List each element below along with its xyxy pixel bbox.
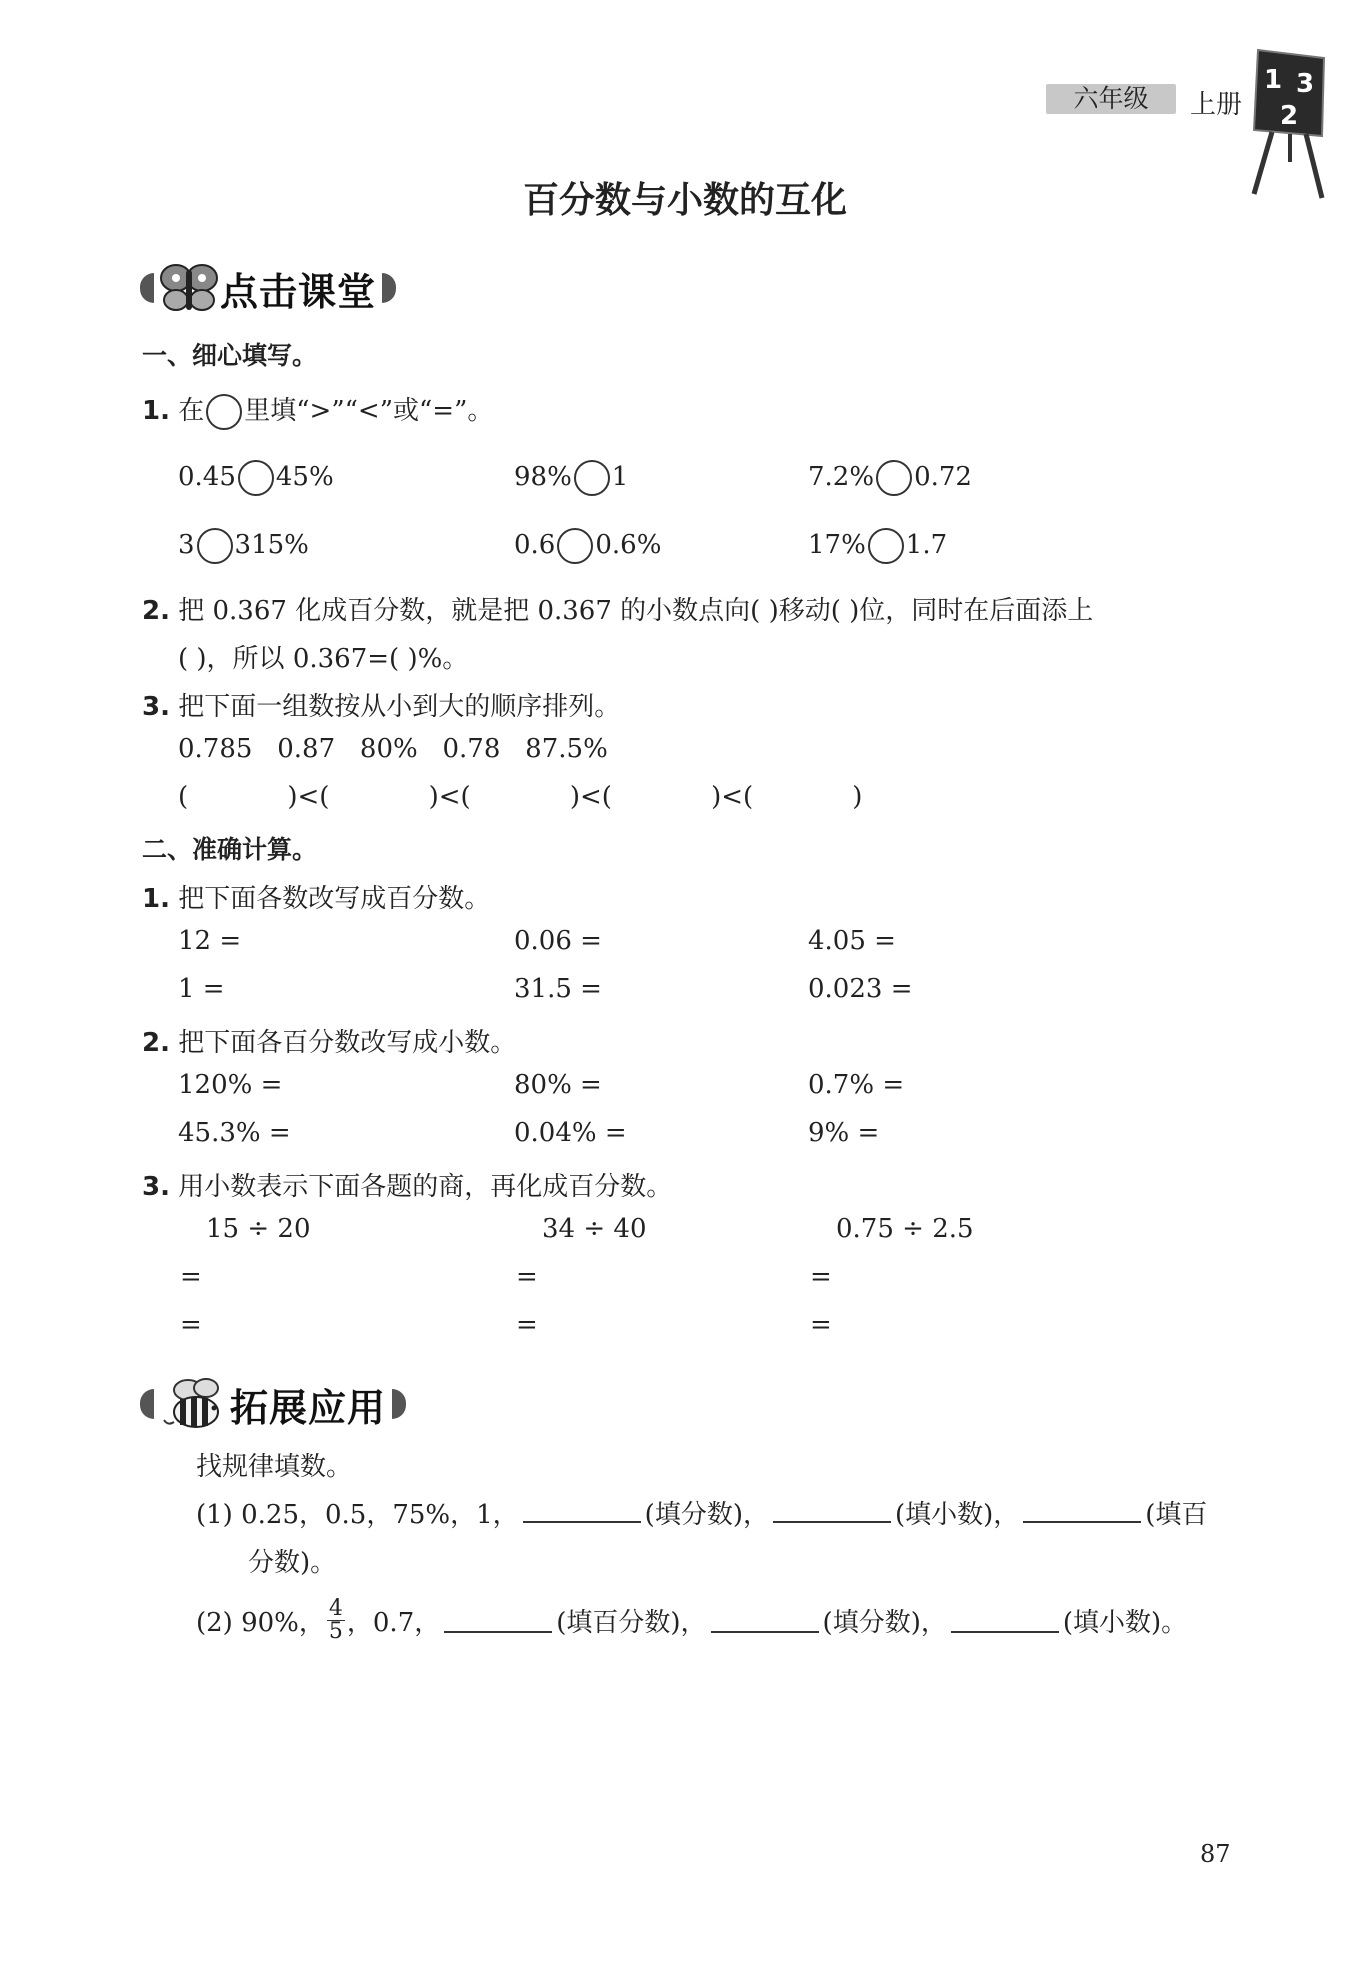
compare-circle[interactable] bbox=[868, 528, 904, 564]
grade-label-bar bbox=[1046, 84, 1176, 114]
q3-number: 3. bbox=[142, 692, 170, 722]
bee-icon bbox=[158, 1376, 230, 1432]
compare-circle[interactable] bbox=[574, 460, 610, 496]
pattern-item-1: (1) 0.25，0.5，75%，1， (填分数)， (填小数)， (填百 bbox=[196, 1500, 1208, 1530]
compare-item-3: 7.2% 0.72 bbox=[808, 460, 972, 496]
q3-text: 把下面一组数按从小到大的顺序排列。 bbox=[178, 692, 621, 722]
pattern-1-prefix: (1) 0.25，0.5，75%，1， bbox=[196, 1500, 519, 1530]
c1-line bbox=[142, 878, 490, 915]
c2-item: 9% = bbox=[808, 1118, 880, 1148]
c2-item: 45.3% = bbox=[178, 1118, 291, 1148]
q1-pre: 在 bbox=[178, 396, 205, 426]
compare-item-4: 3 315% bbox=[178, 528, 309, 564]
q3-line bbox=[142, 686, 620, 723]
c2-item: 0.7% = bbox=[808, 1070, 905, 1100]
c3-equals: = bbox=[180, 1262, 202, 1292]
c1-item: 12 = bbox=[178, 926, 242, 956]
c3-item: 15 ÷ 20 bbox=[206, 1214, 311, 1244]
q2-text-line1: 把 0.367 化成百分数，就是把 0.367 的小数点向( )移动( )位，同时在后面添上 bbox=[178, 596, 1094, 626]
q1-post: 里填“>”“<”或“=”。 bbox=[244, 396, 494, 426]
logo-digit-3: 3 bbox=[1296, 69, 1315, 99]
c1-item: 0.06 = bbox=[514, 926, 602, 956]
q2-text-line2: ( )，所以 0.367=( )%。 bbox=[178, 644, 469, 674]
q1-number: 1. bbox=[142, 396, 170, 426]
c2-item: 120% = bbox=[178, 1070, 283, 1100]
volume-label: 上册 bbox=[1190, 90, 1243, 120]
q3-answer-blanks[interactable]: ( )<( )<( )<( )<( ) bbox=[178, 782, 863, 812]
c3-item: 34 ÷ 40 bbox=[542, 1214, 647, 1244]
part2-heading: 二、准确计算。 bbox=[142, 835, 318, 864]
section-banner-text: 点击课堂 bbox=[220, 269, 377, 314]
pattern-1-continuation: 分数)。 bbox=[248, 1548, 337, 1578]
fraction-four-fifths: $\frac{4}{5}$ bbox=[328, 1596, 343, 1644]
c3-text: 用小数表示下面各题的商，再化成百分数。 bbox=[178, 1172, 673, 1202]
page-number: 87 bbox=[1200, 1840, 1231, 1868]
q2-number: 2. bbox=[142, 596, 170, 626]
compare-circle[interactable] bbox=[197, 528, 233, 564]
q2-line1 bbox=[142, 590, 1093, 627]
compare-item-5: 0.6 0.6% bbox=[514, 528, 661, 564]
c2-number: 2. bbox=[142, 1028, 170, 1058]
c2-line bbox=[142, 1022, 516, 1059]
logo-digit-2: 2 bbox=[1280, 101, 1299, 131]
grade-label: 六年级 bbox=[1073, 84, 1149, 113]
c2-item: 80% = bbox=[514, 1070, 602, 1100]
part1-heading: 一、细心填写。 bbox=[142, 341, 318, 370]
pattern-item-2: (2) 90%， $\frac{4}{5}$ ，0.7， (填百分数)， (填分数)， (填小数)。 bbox=[196, 1596, 1188, 1644]
answer-blank[interactable] bbox=[773, 1499, 891, 1523]
circle-blank-icon bbox=[206, 394, 242, 430]
c3-equals: = bbox=[516, 1310, 538, 1340]
c1-item: 0.023 = bbox=[808, 974, 913, 1004]
section-banner-text: 拓展应用 bbox=[230, 1385, 387, 1430]
answer-blank[interactable] bbox=[951, 1609, 1059, 1633]
pattern-intro: 找规律填数。 bbox=[196, 1452, 353, 1482]
page-title: 百分数与小数的互化 bbox=[522, 180, 847, 221]
compare-item-1: 0.45 45% bbox=[178, 460, 334, 496]
c3-equals: = bbox=[180, 1310, 202, 1340]
pattern-2-prefix: (2) 90%， bbox=[196, 1608, 325, 1638]
logo-digit-1: 1 bbox=[1264, 65, 1283, 95]
c2-item: 0.04% = bbox=[514, 1118, 627, 1148]
c3-equals: = bbox=[516, 1262, 538, 1292]
c2-text: 把下面各百分数改写成小数。 bbox=[178, 1028, 517, 1058]
c1-text: 把下面各数改写成百分数。 bbox=[178, 884, 491, 914]
c1-number: 1. bbox=[142, 884, 170, 914]
compare-circle[interactable] bbox=[876, 460, 912, 496]
c1-item: 31.5 = bbox=[514, 974, 602, 1004]
answer-blank[interactable] bbox=[444, 1609, 552, 1633]
section-banner-classroom bbox=[140, 262, 396, 314]
answer-blank[interactable] bbox=[523, 1499, 641, 1523]
compare-circle[interactable] bbox=[238, 460, 274, 496]
c1-item: 1 = bbox=[178, 974, 225, 1004]
c3-number: 3. bbox=[142, 1172, 170, 1202]
answer-blank[interactable] bbox=[1023, 1499, 1141, 1523]
c3-equals: = bbox=[810, 1310, 832, 1340]
section-banner-extension bbox=[140, 1378, 406, 1430]
butterfly-icon bbox=[158, 260, 220, 316]
q1-line bbox=[142, 390, 493, 430]
c1-item: 4.05 = bbox=[808, 926, 896, 956]
c3-equals: = bbox=[810, 1262, 832, 1292]
compare-item-2: 98% 1 bbox=[514, 460, 628, 496]
compare-item-6: 17% 1.7 bbox=[808, 528, 947, 564]
q3-numbers: 0.785 0.87 80% 0.78 87.5% bbox=[178, 734, 608, 764]
answer-blank[interactable] bbox=[711, 1609, 819, 1633]
c3-line bbox=[142, 1166, 672, 1203]
c3-item: 0.75 ÷ 2.5 bbox=[836, 1214, 974, 1244]
compare-circle[interactable] bbox=[557, 528, 593, 564]
